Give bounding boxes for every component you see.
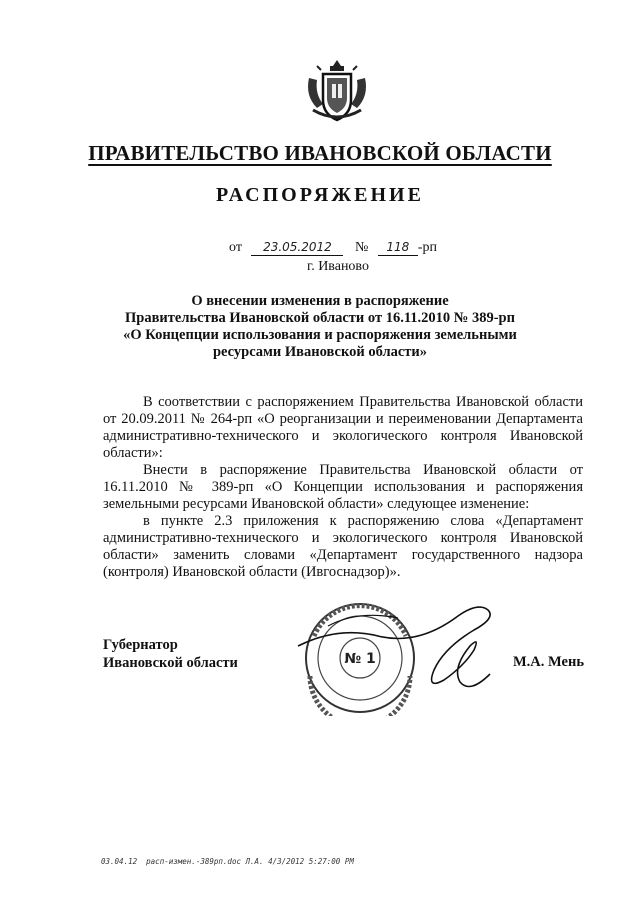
signatory-region: Ивановской области [103, 655, 238, 671]
signatory-name: М.А. Мень [513, 654, 584, 670]
subject-line: «О Концепции использования и распоряжения земельными [123, 327, 517, 343]
city: г. Иваново [307, 259, 369, 274]
coat-of-arms-emblem [303, 58, 371, 126]
subject-line: Правительства Ивановской области от 16.11.2010 № 389-рп [125, 310, 515, 326]
subject-line: О внесении изменения в распоряжение [191, 293, 449, 309]
subject-heading [100, 293, 540, 361]
number-sign: № [354, 240, 369, 255]
date-prefix: от [229, 240, 242, 255]
date-number-line [229, 240, 437, 256]
signatory-title: Губернатор [103, 637, 178, 653]
body-paragraph: Внести в распоряжение Правительства Ивановской области от 16.11.2010 № 389-рп «О Концепции использования и распоряжения земельными ресурсами Ивановской области» следующее изменение: [103, 462, 583, 512]
subject-line: ресурсами Ивановской области» [212, 344, 428, 360]
number-suffix: -рп [417, 240, 437, 255]
file-footer: 03.04.12 расп-измен.-389рп.doc Л.А. 4/3/2012 5:27:00 PM [101, 857, 354, 866]
body-paragraph: в пункте 2.3 приложения к распоряжению слова «Департамент административно-технического и экологического контроля Ивановской области» заменить словами «Департамент государственного надзора (контроля) Ивановской области (Ивгоснадзор)». [103, 513, 583, 580]
date-value: 23.05.2012 [251, 240, 343, 256]
document-type: РАСПОРЯЖЕНИЕ [216, 184, 424, 206]
signatory-position [103, 636, 238, 672]
document-body [103, 394, 583, 581]
organization-header: ПРАВИТЕЛЬСТВО ИВАНОВСКОЙ ОБЛАСТИ [88, 141, 552, 165]
stamp-number: № 1 [344, 651, 376, 667]
official-stamp-and-signature [288, 596, 503, 716]
number-value: 118 [378, 240, 418, 256]
body-paragraph: В соответствии с распоряжением Правительства Ивановской области от 20.09.2011 № 264-рп «О реорганизации и переименовании Департамента административно-технического и экологического контроля Ивановской области»: [103, 394, 583, 461]
